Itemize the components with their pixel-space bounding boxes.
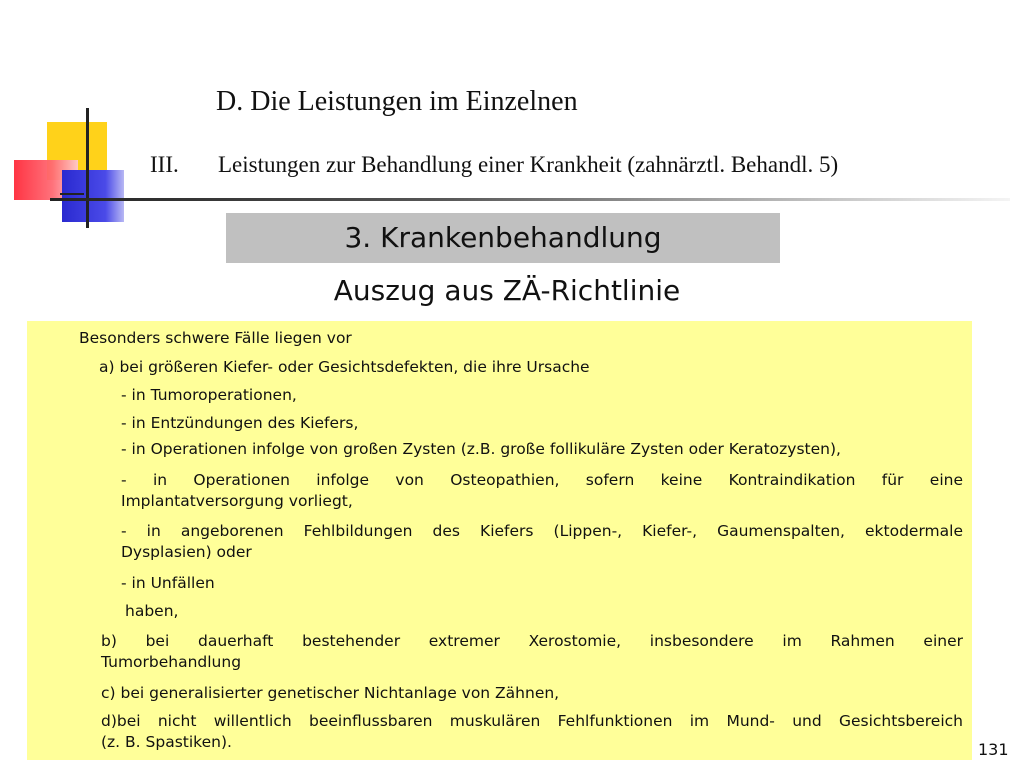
item-a4-line1: - in Operationen infolge von Osteopathien, sofern keine Kontraindikation für eine <box>121 471 963 489</box>
subheading-text: Leistungen zur Behandlung einer Krankheit (zahnärztl. Behandl. 5) <box>218 152 839 177</box>
item-c: c) bei generalisierter genetischer Nichtanlage von Zähnen, <box>101 684 560 702</box>
section-title: 3. Krankenbehandlung <box>344 221 662 254</box>
page-subheading <box>150 152 838 178</box>
item-a3: - in Operationen infolge von großen Zysten (z.B. große follikuläre Zysten oder Keratozysten), <box>121 440 841 458</box>
page-heading: D. Die Leistungen im Einzelnen <box>216 86 578 117</box>
item-a5-line2: Dysplasien) oder <box>121 543 252 561</box>
decorative-vertical-line <box>86 108 89 228</box>
decorative-horizontal-rule <box>50 198 1010 201</box>
item-b-line2: Tumorbehandlung <box>101 653 242 671</box>
item-a1: - in Tumoroperationen, <box>121 386 297 404</box>
item-a6: - in Unfällen <box>121 574 215 592</box>
item-d-line2: (z. B. Spastiken). <box>101 733 232 751</box>
item-b-line1: b) bei dauerhaft bestehender extremer Xerostomie, insbesondere im Rahmen einer <box>101 632 963 650</box>
item-d-line1: d)bei nicht willentlich beeinflussbaren muskulären Fehlfunktionen im Mund- und Gesichtsbereich <box>101 712 963 730</box>
intro-line: Besonders schwere Fälle liegen vor <box>79 329 352 347</box>
excerpt-title: Auszug aus ZÄ-Richtlinie <box>333 274 681 307</box>
section-title-box <box>226 213 780 263</box>
item-a-end: haben, <box>125 602 179 620</box>
page-number: 131 <box>978 740 1009 759</box>
item-a2: - in Entzündungen des Kiefers, <box>121 414 359 432</box>
guideline-excerpt-box <box>27 321 972 760</box>
item-a4-line2: Implantatversorgung vorliegt, <box>121 492 353 510</box>
item-a5-line1: - in angeborenen Fehlbildungen des Kiefers (Lippen-, Kiefer-, Gaumenspalten, ektodermale <box>121 522 963 540</box>
subheading-number: III. <box>150 152 179 177</box>
decorative-short-line <box>60 193 84 195</box>
decorative-blue-square <box>62 170 124 222</box>
item-a: a) bei größeren Kiefer- oder Gesichtsdefekten, die ihre Ursache <box>99 358 590 376</box>
